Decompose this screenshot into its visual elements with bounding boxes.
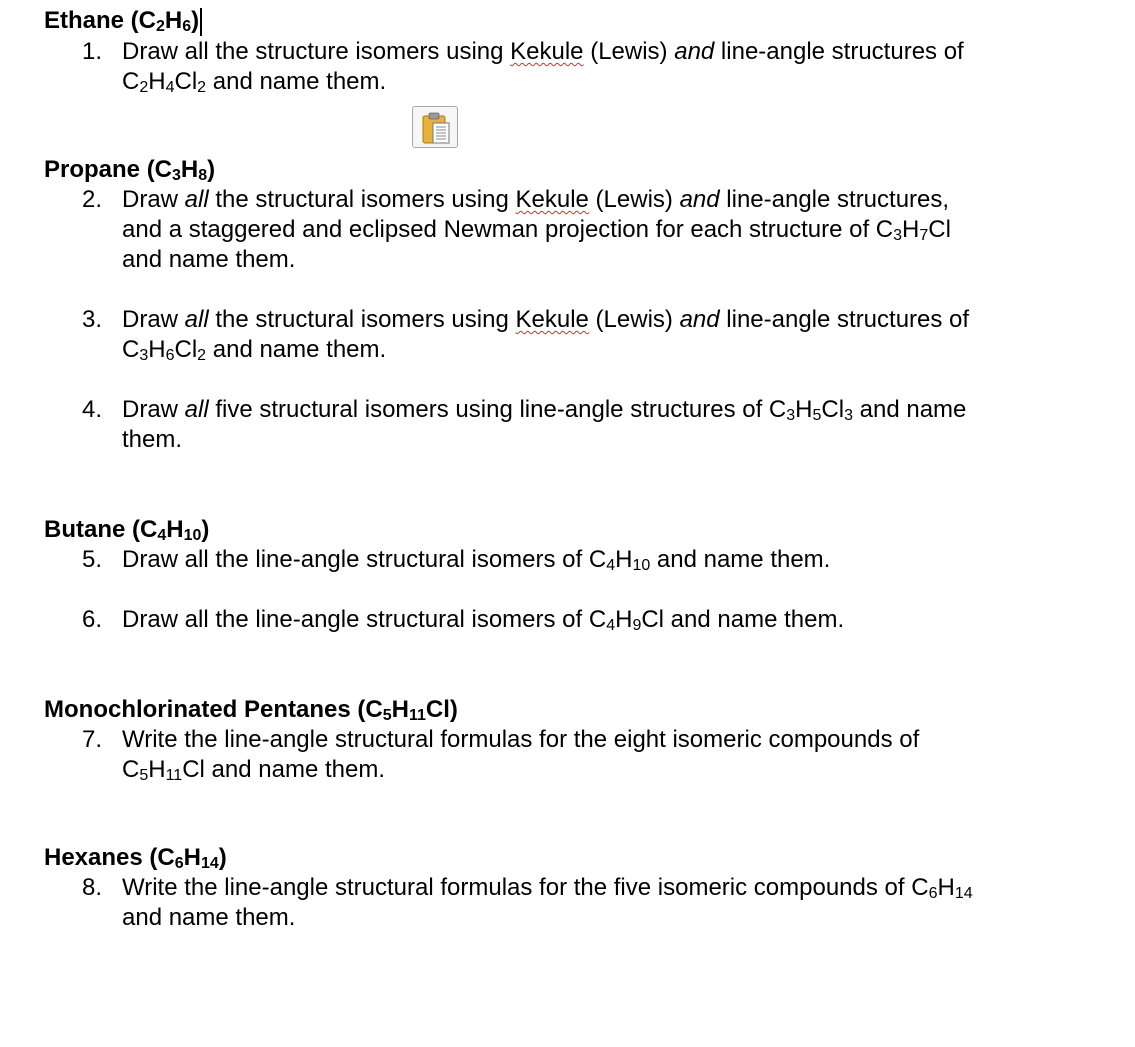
text-run: and name them.	[204, 756, 385, 783]
formula-text: H	[148, 756, 166, 783]
text-run: Draw all the structure isomers using	[122, 38, 511, 65]
heading-text: )	[218, 844, 227, 871]
heading-text: Cl)	[425, 696, 458, 723]
text-run: Draw all the line-angle structural isomers of C	[122, 606, 607, 633]
text-run: line-angle structures of	[719, 306, 970, 333]
question-2-line-2	[122, 215, 951, 245]
section-heading-ethane	[44, 6, 202, 36]
subscript: 2	[139, 79, 149, 96]
text-run: and a staggered and eclipsed Newman projection for each structure of C	[122, 216, 894, 243]
question-number: 2.	[82, 186, 103, 213]
text-run: (Lewis)	[583, 38, 675, 65]
text-cursor	[200, 8, 202, 36]
text-run: the structural isomers using	[208, 306, 516, 333]
question-7-line-2	[122, 755, 385, 785]
italic-text: all	[184, 306, 209, 333]
paste-options-button[interactable]	[412, 106, 458, 148]
question-8-line-1	[122, 873, 973, 903]
question-7-line-1: Write the line-angle structural formulas for the eight isomeric compounds of	[122, 726, 920, 753]
text-run: and name	[852, 396, 967, 423]
italic-text: and	[679, 306, 720, 333]
subscript: 10	[632, 557, 651, 574]
subscript: 11	[408, 707, 426, 724]
subscript: 6	[928, 885, 938, 902]
text-run: Write the line-angle structural formulas for the five isomeric compounds of C	[122, 874, 929, 901]
subscript: 10	[183, 527, 202, 544]
question-5-line-1	[122, 545, 830, 575]
subscript: 3	[893, 227, 903, 244]
text-run: and name them.	[206, 336, 387, 363]
spellcheck-word[interactable]: Kekule	[515, 306, 589, 333]
question-6-line-1	[122, 605, 844, 635]
text-run: line-angle structures,	[719, 186, 950, 213]
subscript: 5	[382, 707, 392, 724]
italic-text: all	[184, 186, 209, 213]
question-2-line-3: and name them.	[122, 246, 296, 273]
subscript: 14	[954, 885, 973, 902]
question-number: 5.	[82, 546, 103, 573]
subscript: 6	[174, 855, 184, 872]
formula-text: Cl	[174, 68, 198, 95]
question-number: 8.	[82, 874, 103, 901]
subscript: 4	[606, 557, 616, 574]
subscript: 14	[200, 855, 219, 872]
heading-text: Butane (C	[44, 516, 158, 543]
subscript: 3	[844, 407, 853, 424]
formula-text: C	[122, 756, 140, 783]
section-heading-pentanes	[44, 695, 458, 725]
question-number: 6.	[82, 606, 103, 633]
subscript: 2	[156, 18, 165, 35]
text-run: and name them.	[664, 606, 845, 633]
formula-text: Cl	[174, 336, 198, 363]
subscript: 4	[157, 527, 167, 544]
formula-text: C	[122, 68, 140, 95]
subscript: 6	[182, 18, 192, 35]
heading-text: )	[207, 156, 216, 183]
question-3-line-1	[122, 305, 969, 335]
text-run: (Lewis)	[588, 186, 680, 213]
heading-text: H	[166, 516, 184, 543]
subscript: 11	[165, 767, 183, 784]
text-run: Draw	[122, 306, 185, 333]
text-run: the structural isomers using	[208, 186, 516, 213]
subscript: 3	[786, 407, 796, 424]
subscript: 3	[139, 347, 149, 364]
text-run: Draw	[122, 186, 185, 213]
spellcheck-word[interactable]: Kekule	[515, 186, 589, 213]
heading-text: )	[201, 516, 210, 543]
subscript: 5	[812, 407, 822, 424]
heading-text: Monochlorinated Pentanes (C	[44, 696, 383, 723]
section-heading-hexanes	[44, 843, 227, 873]
heading-text: H	[183, 844, 201, 871]
formula-text: C	[122, 336, 140, 363]
italic-text: all	[184, 396, 209, 423]
subscript: 7	[919, 227, 929, 244]
question-1-line-1	[122, 37, 964, 67]
text-run: five structural isomers using line-angle structures of C	[208, 396, 787, 423]
italic-text: and	[679, 186, 720, 213]
subscript: 9	[632, 617, 642, 634]
heading-text: H	[180, 156, 199, 183]
formula-text: H	[615, 546, 633, 573]
formula-text: H	[148, 68, 166, 95]
heading-text: Propane (C	[44, 156, 173, 183]
question-8-line-2: and name them.	[122, 904, 296, 931]
question-1-line-2	[122, 67, 386, 97]
text-run: line-angle structures of	[714, 38, 964, 65]
text-run: Draw	[122, 396, 185, 423]
question-number: 1.	[82, 38, 103, 65]
question-2-line-1	[122, 185, 949, 215]
heading-text: Ethane (C	[44, 7, 157, 34]
question-number: 7.	[82, 726, 103, 753]
subscript: 4	[606, 617, 616, 634]
text-run: and name them.	[206, 68, 387, 95]
question-4-line-2: them.	[122, 426, 183, 453]
subscript: 2	[197, 79, 207, 96]
question-3-line-2	[122, 335, 386, 365]
formula-text: H	[937, 874, 955, 901]
subscript: 3	[172, 167, 181, 184]
clipboard-icon	[421, 111, 451, 145]
formula-text: Cl	[182, 756, 205, 783]
formula-text: Cl	[928, 216, 951, 243]
formula-text: Cl	[821, 396, 845, 423]
formula-text: H	[795, 396, 813, 423]
section-heading-propane	[44, 155, 215, 185]
heading-text: )	[191, 7, 200, 34]
question-number: 4.	[82, 396, 103, 423]
question-number: 3.	[82, 306, 103, 333]
question-4-line-1	[122, 395, 966, 425]
spellcheck-word[interactable]: Kekule	[510, 38, 584, 65]
text-run: (Lewis)	[588, 306, 680, 333]
text-run: Draw all the line-angle structural isomers of C	[122, 546, 607, 573]
section-heading-butane	[44, 515, 209, 545]
formula-text: Cl	[641, 606, 665, 633]
italic-text: and	[674, 38, 715, 65]
subscript: 6	[165, 347, 175, 364]
text-run: and name them.	[650, 546, 831, 573]
subscript: 2	[197, 347, 207, 364]
heading-text: Hexanes (C	[44, 844, 175, 871]
subscript: 4	[165, 79, 175, 96]
heading-text: H	[391, 696, 409, 723]
formula-text: H	[902, 216, 920, 243]
subscript: 5	[139, 767, 149, 784]
subscript: 8	[198, 167, 208, 184]
heading-text: H	[164, 7, 183, 34]
formula-text: H	[148, 336, 166, 363]
formula-text: H	[615, 606, 633, 633]
